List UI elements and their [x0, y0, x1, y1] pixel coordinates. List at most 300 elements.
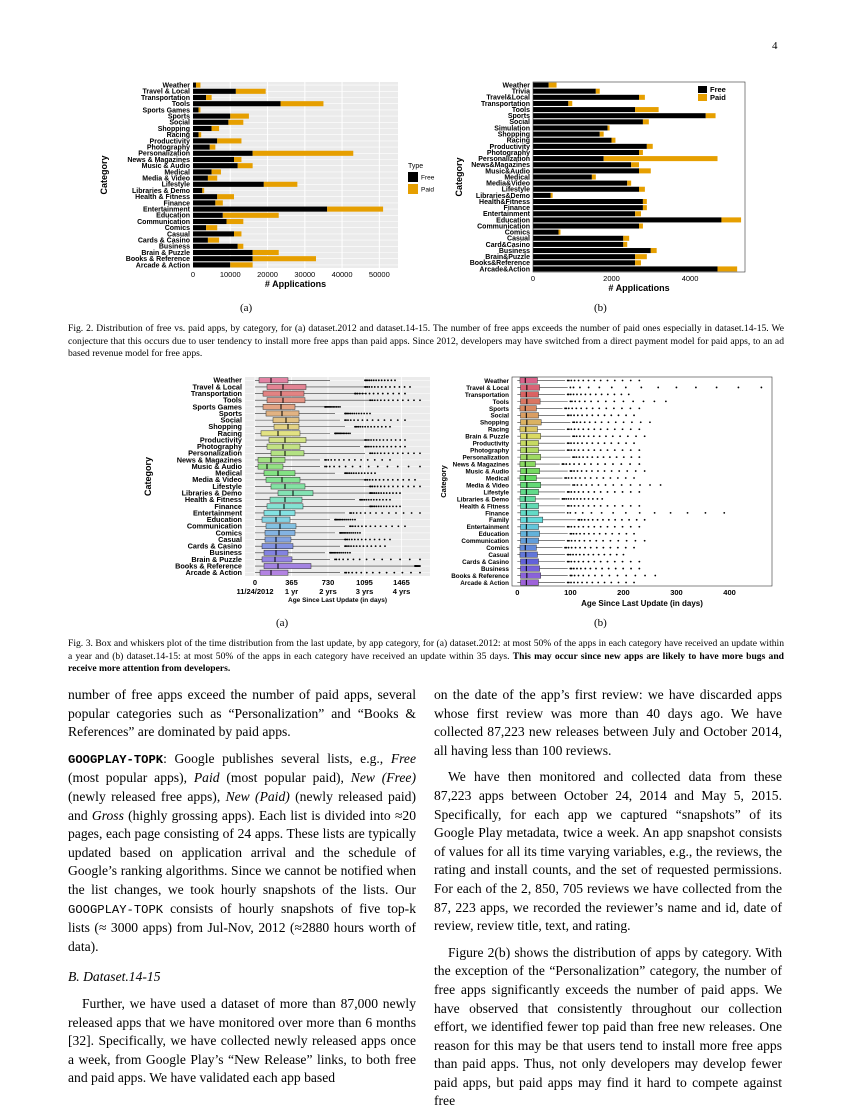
outlier-point	[342, 559, 344, 561]
outlier-point	[397, 466, 399, 468]
outlier-point	[582, 561, 584, 563]
outlier-point	[374, 399, 376, 401]
outlier-point	[348, 572, 350, 574]
outlier-point	[586, 414, 588, 416]
outlier-point	[615, 568, 617, 570]
outlier-point	[582, 505, 584, 507]
outlier-point	[379, 446, 381, 448]
outlier-point	[366, 386, 368, 388]
outlier-point	[572, 554, 574, 556]
outlier-point	[573, 414, 575, 416]
outlier-point	[390, 419, 392, 421]
outlier-point	[409, 559, 411, 561]
outlier-point	[345, 419, 347, 421]
outlier-point	[607, 505, 609, 507]
outlier-point	[574, 540, 576, 542]
outlier-point	[582, 575, 584, 577]
outlier-point	[348, 545, 350, 547]
outlier-point	[353, 419, 355, 421]
bar-free	[193, 132, 199, 137]
outlier-point	[373, 379, 375, 381]
category-label: Travel & Local	[192, 382, 242, 392]
outlier-point	[375, 479, 377, 481]
outlier-point	[574, 400, 576, 402]
outlier-point	[388, 452, 390, 454]
outlier-point	[660, 484, 662, 486]
bar-paid	[238, 244, 244, 249]
bar-paid	[596, 89, 600, 94]
bar-free	[533, 211, 635, 216]
outlier-point	[599, 533, 601, 535]
outlier-point	[638, 561, 640, 563]
left-para-3: Further, we have used a dataset of more than 87,000 newly released apps that we have monitored over more than 6 months [32]. Specifically, we have collected newly released apps once a week, from Google Play’s “New Release” links, to both free and paid apps. We have validated each app based	[68, 995, 416, 1086]
box	[520, 552, 538, 557]
box	[520, 406, 536, 411]
outlier-point	[593, 561, 595, 563]
category-label: Health & Fitness	[135, 194, 190, 202]
outlier-point	[597, 498, 599, 500]
outlier-point	[584, 498, 586, 500]
category-label: Books & Reference	[125, 256, 190, 264]
outlier-point	[573, 421, 575, 423]
outlier-point	[687, 512, 689, 514]
outlier-point	[413, 452, 415, 454]
outlier-point	[582, 428, 584, 430]
box	[263, 404, 295, 409]
outlier-point	[565, 477, 567, 479]
outlier-point	[584, 519, 586, 521]
outlier-point	[617, 477, 619, 479]
bar-free	[533, 181, 627, 186]
outlier-point	[578, 540, 580, 542]
outlier-point	[597, 400, 599, 402]
bar-free	[193, 107, 199, 112]
outlier-point	[578, 505, 580, 507]
outlier-point	[600, 561, 602, 563]
category-label: Libraries & Demo	[132, 187, 190, 195]
outlier-point	[630, 568, 632, 570]
outlier-point	[570, 526, 572, 528]
outlier-point	[389, 492, 391, 494]
outlier-point	[614, 394, 616, 396]
bar-paid	[223, 213, 279, 218]
box	[520, 517, 542, 522]
x-tick-label: 100	[564, 588, 577, 597]
outlier-point	[588, 526, 590, 528]
outlier-point	[568, 554, 570, 556]
outlier-point	[334, 406, 336, 408]
outlier-point	[576, 533, 578, 535]
outlier-point	[571, 470, 573, 472]
bar-paid	[559, 230, 561, 235]
outlier-point	[609, 547, 611, 549]
outlier-point	[362, 393, 364, 395]
outlier-point	[404, 393, 406, 395]
outlier-point	[373, 439, 375, 441]
outlier-point	[376, 499, 378, 501]
box	[520, 559, 538, 564]
outlier-point	[630, 428, 632, 430]
outlier-point	[588, 380, 590, 382]
outlier-point	[582, 491, 584, 493]
box	[263, 391, 304, 396]
category-label: Casual	[507, 235, 530, 243]
outlier-point	[419, 452, 421, 454]
category-label: Weather	[162, 82, 190, 90]
box	[520, 545, 536, 550]
category-label: Casual	[167, 231, 190, 239]
outlier-point	[622, 380, 624, 382]
x-tick-sublabel: 4 yrs	[392, 587, 411, 596]
category-label: Media & Video	[466, 482, 509, 490]
box	[274, 424, 299, 429]
outlier-point	[607, 380, 609, 382]
outlier-point	[617, 575, 619, 577]
outlier-point	[574, 484, 576, 486]
outlier-point	[591, 414, 593, 416]
outlier-point	[356, 512, 358, 514]
box	[520, 399, 540, 404]
category-label: Social	[220, 415, 242, 425]
fig2a-chart	[95, 78, 450, 294]
bar-free	[193, 163, 238, 168]
outlier-point	[613, 407, 615, 409]
outlier-point	[368, 386, 370, 388]
bar-free	[533, 119, 643, 124]
outlier-point	[616, 456, 618, 458]
box	[520, 461, 535, 466]
box	[520, 496, 535, 501]
outlier-point	[372, 486, 374, 488]
bar-paid	[253, 151, 354, 156]
category-label: Productivity	[199, 435, 242, 445]
outlier-point	[347, 432, 349, 434]
bar-free	[533, 187, 639, 192]
outlier-point	[372, 505, 374, 507]
bar-free	[533, 260, 635, 265]
outlier-point	[377, 399, 379, 401]
category-label: Tools	[492, 398, 509, 406]
outlier-point	[367, 472, 369, 474]
outlier-point	[583, 554, 585, 556]
outlier-point	[586, 442, 588, 444]
category-label: Music & Audio	[141, 163, 190, 171]
outlier-point	[340, 519, 342, 521]
bar-free	[193, 126, 212, 131]
outlier-point	[638, 380, 640, 382]
category-label: Health & Fitness	[184, 495, 242, 505]
outlier-point	[345, 572, 347, 574]
category-label: Personalization	[138, 150, 190, 158]
outlier-point	[371, 379, 373, 381]
outlier-point	[571, 575, 573, 577]
outlier-point	[597, 519, 599, 521]
box	[520, 580, 538, 585]
outlier-point	[622, 505, 624, 507]
outlier-point	[410, 572, 412, 574]
outlier-point	[568, 414, 570, 416]
category-label: Weather	[213, 375, 242, 385]
outlier-point	[596, 547, 598, 549]
outlier-point	[593, 533, 595, 535]
outlier-point	[370, 486, 372, 488]
outlier-point	[610, 414, 612, 416]
y-axis-title: Category	[439, 465, 448, 498]
outlier-point	[376, 505, 378, 507]
fig3-caption-text: Fig. 3. Box and whiskers plot of the time distribution from the last update, by app category, for (a) dataset.2012: at most 50% of the apps in each category have received an update within a year and (b) dataset.14-15: at most 50% of the apps in each category have received an update within 35 days.	[68, 638, 784, 662]
outlier-point	[335, 552, 337, 554]
bar-paid	[612, 138, 616, 143]
outlier-point	[390, 379, 392, 381]
bar-paid	[604, 156, 718, 161]
category-label: Education	[496, 217, 530, 225]
outlier-point	[625, 582, 627, 584]
outlier-point	[364, 426, 366, 428]
outlier-point	[570, 582, 572, 584]
box	[271, 451, 304, 456]
outlier-point	[579, 435, 581, 437]
outlier-point	[597, 463, 599, 465]
outlier-point	[419, 565, 421, 567]
category-label: Weather	[484, 377, 509, 385]
outlier-point	[386, 572, 388, 574]
outlier-point	[608, 568, 610, 570]
outlier-point	[419, 559, 421, 561]
outlier-point	[670, 512, 672, 514]
outlier-point	[372, 452, 374, 454]
category-label: Health&Fitness	[479, 198, 530, 206]
outlier-point	[638, 568, 640, 570]
category-label: Medical	[215, 468, 242, 478]
bar-free	[193, 238, 208, 243]
outlier-point	[384, 486, 386, 488]
outlier-point	[588, 498, 590, 500]
outlier-point	[579, 387, 581, 389]
box	[520, 427, 538, 432]
outlier-point	[610, 442, 612, 444]
outlier-point	[344, 432, 346, 434]
outlier-point	[369, 539, 371, 541]
outlier-point	[393, 572, 395, 574]
outlier-point	[584, 547, 586, 549]
outlier-point	[571, 547, 573, 549]
box	[269, 437, 306, 442]
bar-paid	[236, 89, 266, 94]
outlier-point	[389, 386, 391, 388]
outlier-point	[353, 559, 355, 561]
bar-paid	[635, 211, 641, 216]
outlier-point	[579, 421, 581, 423]
outlier-point	[571, 540, 573, 542]
outlier-point	[580, 498, 582, 500]
outlier-point	[597, 470, 599, 472]
category-label: Arcade & Action	[185, 568, 242, 578]
outlier-point	[604, 414, 606, 416]
outlier-point	[384, 545, 386, 547]
x-tick-label: 0	[252, 578, 258, 587]
outlier-point	[618, 414, 620, 416]
outlier-point	[579, 533, 581, 535]
outlier-point	[345, 532, 347, 534]
fig2-label-a: (a)	[240, 302, 253, 314]
x-tick-sublabel: 1 yr	[284, 587, 299, 596]
bar-paid	[635, 260, 641, 265]
outlier-point	[592, 519, 594, 521]
outlier-point	[600, 428, 602, 430]
box	[520, 566, 539, 571]
fig2-caption: Fig. 2. Distribution of free vs. paid apps, by category, for (a) dataset.2012 and dataset.14-15. The number of free apps exceeds the number of paid ones especially in dataset.14-15. We conjecture that this occurs due to user tendency to install more free apps than paid apps. Since 2012, developers may have switched from a direct payment model for paid apps, to an ad based revenue model for free apps.	[68, 323, 784, 360]
outlier-point	[347, 532, 349, 534]
outlier-point	[638, 505, 640, 507]
outlier-point	[404, 386, 406, 388]
outlier-point	[577, 582, 579, 584]
category-label: Music&Audio	[485, 168, 530, 176]
category-label: News&Magazines	[471, 162, 530, 170]
outlier-point	[601, 568, 603, 570]
outlier-point	[638, 463, 640, 465]
outlier-point	[349, 432, 351, 434]
outlier-point	[356, 413, 358, 415]
outlier-point	[580, 568, 582, 570]
outlier-point	[573, 387, 575, 389]
outlier-point	[369, 379, 371, 381]
bar-free	[193, 231, 234, 236]
category-label: Transportation	[190, 388, 242, 398]
outlier-point	[601, 575, 603, 577]
bar-paid	[206, 95, 212, 100]
category-label: Medical	[504, 174, 530, 182]
bar-paid	[643, 205, 647, 210]
outlier-point	[587, 519, 589, 521]
category-label: Transportation	[480, 100, 530, 108]
outlier-point	[617, 547, 619, 549]
outlier-point	[347, 519, 349, 521]
category-label: Cards & Casino	[462, 559, 509, 567]
bar-paid	[230, 262, 252, 267]
category-label: Arcade & Action	[135, 262, 190, 270]
bar-free	[193, 89, 236, 94]
right-column	[434, 686, 782, 1119]
bar-paid	[202, 188, 204, 193]
outlier-point	[590, 463, 592, 465]
outlier-point	[363, 413, 365, 415]
outlier-point	[388, 486, 390, 488]
category-label: Media & Video	[142, 175, 190, 183]
outlier-point	[593, 505, 595, 507]
bar-paid	[639, 95, 645, 100]
outlier-point	[350, 413, 352, 415]
outlier-point	[578, 526, 580, 528]
outlier-point	[579, 477, 581, 479]
category-label: Communication	[137, 218, 190, 226]
box	[520, 468, 539, 473]
outlier-point	[395, 505, 397, 507]
outlier-point	[384, 452, 386, 454]
outlier-point	[585, 394, 587, 396]
category-label: Music & Audio	[191, 461, 242, 471]
outlier-point	[589, 421, 591, 423]
outlier-point	[594, 575, 596, 577]
outlier-point	[413, 399, 415, 401]
legend-swatch-paid	[698, 94, 707, 101]
outlier-point	[600, 491, 602, 493]
outlier-point	[381, 559, 383, 561]
outlier-point	[630, 491, 632, 493]
outlier-point	[607, 428, 609, 430]
outlier-point	[349, 552, 351, 554]
outlier-point	[695, 387, 697, 389]
outlier-point	[570, 491, 572, 493]
bar-paid	[212, 169, 221, 174]
outlier-point	[348, 413, 350, 415]
outlier-point	[570, 554, 572, 556]
category-label: Comics	[504, 229, 530, 237]
outlier-point	[378, 379, 380, 381]
outlier-point	[374, 459, 376, 461]
outlier-point	[605, 484, 607, 486]
box	[266, 477, 300, 482]
outlier-point	[379, 479, 381, 481]
outlier-point	[348, 459, 350, 461]
outlier-point	[372, 419, 374, 421]
outlier-point	[576, 421, 578, 423]
outlier-point	[568, 477, 570, 479]
outlier-point	[582, 512, 584, 514]
outlier-point	[381, 459, 383, 461]
outlier-point	[568, 407, 570, 409]
outlier-point	[377, 452, 379, 454]
bar-paid	[639, 187, 645, 192]
x-tick-label: 730	[321, 578, 335, 587]
bar-free	[533, 101, 568, 106]
outlier-point	[635, 470, 637, 472]
outlier-point	[359, 532, 361, 534]
bar-free	[533, 168, 639, 173]
outlier-point	[407, 452, 409, 454]
bar-paid	[196, 83, 200, 88]
category-label: Personalization	[188, 448, 242, 458]
outlier-point	[591, 442, 593, 444]
category-label: Social	[169, 119, 190, 127]
outlier-point	[622, 526, 624, 528]
outlier-point	[353, 413, 355, 415]
outlier-point	[611, 533, 613, 535]
box	[259, 378, 288, 383]
bar-paid	[228, 120, 243, 125]
outlier-point	[407, 486, 409, 488]
bar-paid	[217, 138, 241, 143]
category-label: News & Magazines	[452, 461, 509, 469]
outlier-point	[565, 463, 567, 465]
outlier-point	[578, 575, 580, 577]
outlier-point	[621, 519, 623, 521]
outlier-point	[366, 559, 368, 561]
bar-free	[533, 156, 604, 161]
outlier-point	[569, 512, 571, 514]
bar-free	[193, 256, 253, 261]
bar-paid	[706, 113, 716, 118]
outlier-point	[598, 484, 600, 486]
bar-free	[193, 151, 253, 156]
bar-free	[533, 132, 600, 137]
box	[520, 482, 540, 487]
outlier-point	[399, 559, 401, 561]
category-label: Business	[158, 243, 190, 251]
outlier-point	[365, 393, 367, 395]
outlier-point	[357, 525, 359, 527]
bar-free	[193, 213, 223, 218]
bar-free	[193, 145, 210, 150]
